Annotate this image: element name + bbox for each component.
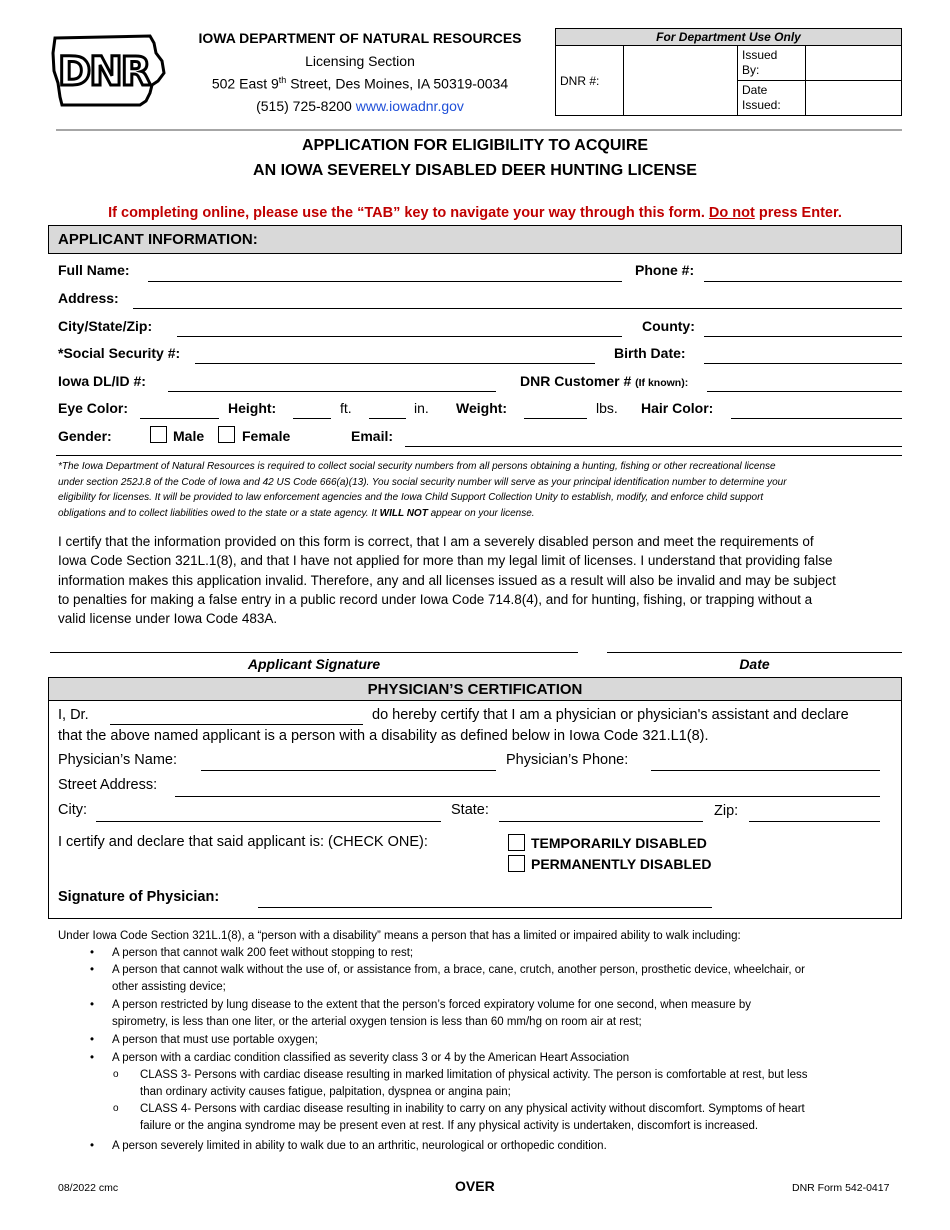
phone-label: Phone #:	[635, 262, 695, 278]
county-label: County:	[642, 318, 695, 334]
definition-subitem-2: CLASS 4- Persons with cardiac disease resulting in inability to carry on any physical activity without discomfort. Symptoms of heart	[140, 1103, 805, 1115]
phone-field[interactable]	[704, 281, 902, 282]
email-label: Email:	[351, 428, 394, 444]
org-name: IOWA DEPARTMENT OF NATURAL RESOURCES	[198, 30, 522, 46]
applicant-section-title: APPLICANT INFORMATION:	[58, 231, 258, 248]
definition-subitem-1: CLASS 3- Persons with cardiac disease resulting in marked limitation of physical activity. The person is comfortable at rest, but less	[140, 1069, 808, 1081]
gender-label: Gender:	[58, 428, 112, 444]
birth-date-field[interactable]	[704, 363, 902, 364]
permanently-disabled-label: PERMANENTLY DISABLED	[531, 856, 712, 872]
height-label: Height:	[228, 400, 277, 416]
issued-by-field[interactable]	[806, 46, 902, 81]
dnr-number-label: DNR #:	[556, 46, 624, 116]
dl-id-label: Iowa DL/ID #:	[58, 373, 146, 389]
weight-field[interactable]	[524, 418, 587, 419]
header-divider	[56, 129, 902, 131]
height-inches-field[interactable]	[369, 418, 406, 419]
notice-text: If completing online, please use the “TAB” key to navigate your way through this form.	[108, 205, 709, 221]
bullet-3	[90, 999, 94, 1011]
form-title-line1: APPLICATION FOR ELIGIBILITY TO ACQUIRE	[301, 137, 649, 154]
address-label: Address:	[58, 290, 119, 306]
signature-date-field[interactable]	[607, 652, 902, 653]
iowa-state-outline-icon	[50, 33, 168, 108]
bullet-icon: •	[90, 1052, 95, 1064]
org-phone: (515) 725-8200	[256, 98, 352, 114]
city-label: City:	[58, 802, 87, 818]
hair-color-field[interactable]	[731, 418, 902, 419]
ssn-label: *Social Security #:	[58, 345, 181, 361]
department-use-table	[555, 28, 902, 116]
temporarily-disabled-checkbox[interactable]	[508, 834, 525, 851]
bullet-icon: •	[90, 947, 95, 959]
bullet-5	[90, 1052, 94, 1064]
definition-item-4: A person that must use portable oxygen;	[112, 1034, 318, 1046]
feet-unit: ft.	[340, 400, 352, 416]
ssn-notice-line4-text: obligations and to collect liabilities owed to the state or a state agency. It	[58, 507, 380, 519]
ssn-field[interactable]	[195, 363, 595, 364]
definition-item-2: A person that cannot walk without the use of, or assistance from, a brace, cane, crutch, another person, prosthetic device, wheelchair, or	[112, 964, 805, 976]
ssn-notice-line3: eligibility for licenses. It will be provided to law enforcement agencies and the Iowa Child Support Collection Unity to establish, modify, and enforce child support	[58, 492, 764, 503]
definition-subitem-1-cont: than ordinary activity causes fatigue, palpitation, dyspnea or angina pain;	[140, 1086, 511, 1098]
bullet-1	[90, 947, 94, 959]
definition-item-5: A person with a cardiac condition classified as severity class 3 or 4 by the American Heart Association	[112, 1052, 630, 1064]
permanently-disabled-checkbox[interactable]	[508, 855, 525, 872]
ssn-notice-line4-end: appear on your license.	[427, 507, 535, 519]
definition-item-2-cont: other assisting device;	[112, 981, 226, 993]
physician-name-field[interactable]	[201, 770, 496, 771]
date-issued-label	[738, 81, 806, 116]
ssn-notice-emphasis: WILL NOT	[379, 507, 428, 519]
applicant-certification-text	[58, 532, 908, 628]
dnr-logo	[50, 33, 168, 108]
date-issued-label-line2: Issued:	[742, 98, 781, 112]
dnr-customer-text: DNR Customer #	[520, 373, 636, 389]
physician-name-label: Physician’s Name:	[58, 752, 178, 768]
certify-line4: to penalties for making a false entry in a public record under Iowa Code 714.8(4), and for hunting, fishing, or trapping without a	[58, 591, 813, 607]
state-label: State:	[451, 802, 489, 818]
address-field[interactable]	[133, 308, 902, 309]
zip-label: Zip:	[714, 803, 739, 819]
org-contact	[180, 98, 540, 114]
date-issued-label-line1: Date	[742, 83, 768, 97]
certify-line2: Iowa Code Section 321L.1(8), and that I have not applied for more than my legal limit of licenses. I understand that providing false	[58, 553, 833, 569]
bullet-6	[90, 1140, 94, 1152]
issued-by-label-line2: By:	[742, 63, 760, 77]
doctor-name-field[interactable]	[110, 724, 363, 725]
footer-form-number: DNR Form 542-0417	[792, 1182, 890, 1194]
sub-bullet-icon: o	[113, 1103, 119, 1114]
ssn-notice-divider	[56, 455, 902, 456]
gender-male-checkbox[interactable]	[150, 426, 167, 443]
full-name-label: Full Name:	[58, 262, 130, 278]
temporarily-disabled-label: TEMPORARILY DISABLED	[531, 835, 707, 851]
pounds-unit: lbs.	[596, 400, 618, 416]
ssn-notice	[58, 459, 908, 521]
bullet-icon: •	[90, 999, 95, 1011]
footer-revision: 08/2022 cmc	[58, 1182, 119, 1194]
state-field[interactable]	[499, 821, 703, 822]
tab-key-notice	[48, 205, 902, 221]
physician-phone-label: Physician’s Phone:	[506, 752, 629, 768]
certify-line3: information makes this application invalid. Therefore, any and all licenses issued as a result will also be invalid and may be subject	[58, 572, 836, 588]
dnr-customer-field[interactable]	[707, 391, 902, 392]
height-feet-field[interactable]	[293, 418, 331, 419]
zip-field[interactable]	[749, 821, 880, 822]
email-field[interactable]	[405, 446, 902, 447]
if-known-text: (If known):	[635, 377, 689, 389]
certify-line1: I certify that the information provided on this form is correct, that I am a severely disabled person and meet the requirements of	[58, 534, 814, 549]
inches-unit: in.	[414, 400, 429, 416]
gender-male-label: Male	[173, 428, 205, 444]
physician-section-title: PHYSICIAN’S CERTIFICATION	[367, 681, 583, 698]
physician-declaration-line2: that the above named applicant is a person with a disability as defined below in Iowa Code 321.L1(8).	[58, 728, 709, 744]
city-field[interactable]	[96, 821, 441, 822]
bullet-4	[90, 1034, 94, 1046]
gender-female-label: Female	[242, 428, 291, 444]
bullet-icon: •	[90, 964, 95, 976]
ssn-notice-line4	[58, 506, 908, 522]
physician-section-header	[48, 677, 902, 701]
issued-by-label	[738, 46, 806, 81]
full-name-field[interactable]	[148, 281, 622, 282]
weight-label: Weight:	[456, 400, 508, 416]
bullet-icon: •	[90, 1034, 95, 1046]
signature-date-caption: Date	[739, 656, 770, 672]
ssn-notice-line1: *The Iowa Department of Natural Resources is required to collect social security numbers from all persons obtaining a hunting, fishing or other recreational license	[58, 461, 776, 472]
applicant-section-header	[48, 225, 902, 254]
ssn-notice-line2: under section 252J.8 of the Code of Iowa and 42 US Code 666(a)(13). You social security number will serve as your principal identification number to determine your	[58, 476, 787, 488]
date-issued-field[interactable]	[806, 81, 902, 116]
bullet-2	[90, 964, 94, 976]
hair-color-label: Hair Color:	[641, 400, 714, 416]
gender-female-checkbox[interactable]	[218, 426, 235, 443]
footer-over: OVER	[455, 1178, 495, 1194]
definition-item-6: A person severely limited in ability to walk due to an arthritic, neurological or orthopedic condition.	[112, 1140, 607, 1152]
definition-item-1: A person that cannot walk 200 feet without stopping to rest;	[112, 947, 414, 959]
definition-item-3-cont: spirometry, is less than one liter, or the arterial oxygen tension is less than 60 mm/hg on room air at rest;	[112, 1016, 642, 1028]
definition-item-3: A person restricted by lung disease to the extent that the person’s forced expiratory volume for one second, when measure by	[112, 999, 752, 1011]
svg-text:DNR: DNR	[58, 49, 150, 95]
check-one-label: I certify and declare that said applicant is: (CHECK ONE):	[58, 834, 428, 850]
definition-subitem-2-cont: failure or the angina syndrome may be present even at rest. If any physical activity is undertaken, discomfort is increased.	[140, 1120, 759, 1132]
address-sup: th	[278, 75, 287, 85]
applicant-signature-field[interactable]	[50, 652, 578, 653]
i-dr-label: I, Dr.	[58, 707, 89, 723]
dl-id-field[interactable]	[168, 391, 496, 392]
street-address-label: Street Address:	[58, 777, 158, 793]
org-address	[180, 75, 540, 92]
city-state-zip-field[interactable]	[177, 336, 622, 337]
issued-by-label-line1: Issued	[742, 48, 778, 62]
applicant-signature-caption: Applicant Signature	[247, 656, 381, 672]
definition-intro: Under Iowa Code Section 321L.1(8), a “person with a disability” means a person that has a limited or impaired ability to walk including:	[58, 930, 741, 942]
notice-emphasis: Do not	[708, 205, 755, 221]
notice-text-end: press Enter.	[754, 205, 842, 221]
dnr-customer-label	[520, 373, 688, 389]
dnr-number-field[interactable]	[624, 46, 738, 116]
physician-signature-label: Signature of Physician:	[58, 889, 220, 905]
city-state-zip-label: City/State/Zip:	[58, 318, 153, 334]
eye-color-field[interactable]	[140, 418, 219, 419]
licensing-section: Licensing Section	[305, 53, 415, 69]
county-field[interactable]	[704, 336, 902, 337]
address-text: 502 East 9	[211, 75, 279, 92]
sub-bullet-2	[113, 1103, 119, 1114]
form-title-line2: AN IOWA SEVERELY DISABLED DEER HUNTING LICENSE	[253, 162, 697, 179]
physician-signature-field[interactable]	[258, 907, 712, 908]
certify-line5: valid license under Iowa Code 483A.	[58, 611, 278, 627]
dept-use-title: For Department Use Only	[556, 29, 902, 46]
bullet-icon: •	[90, 1140, 95, 1152]
physician-declaration-text: do hereby certify that I am a physician or physician's assistant and declare	[372, 707, 849, 723]
eye-color-label: Eye Color:	[58, 400, 129, 416]
address-text-rest: Street, Des Moines, IA 50319-0034	[286, 75, 509, 92]
sub-bullet-icon: o	[113, 1069, 119, 1080]
sub-bullet-1	[113, 1069, 119, 1080]
org-website-link[interactable]: www.iowadnr.gov	[355, 98, 464, 114]
physician-phone-field[interactable]	[651, 770, 880, 771]
birth-date-label: Birth Date:	[614, 345, 686, 361]
street-address-field[interactable]	[175, 796, 880, 797]
